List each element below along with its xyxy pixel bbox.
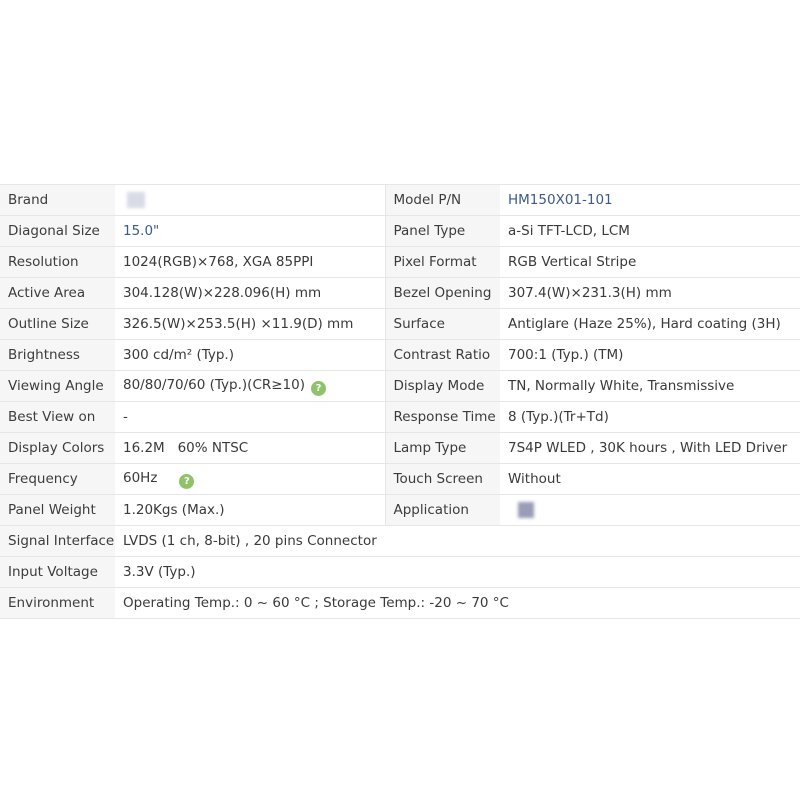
table-row <box>0 526 800 557</box>
spec-label: Pixel Format <box>385 247 500 278</box>
spec-label: Surface <box>385 309 500 340</box>
table-row <box>0 371 800 402</box>
spec-value: TN, Normally White, Transmissive <box>500 371 800 402</box>
spec-value: 1024(RGB)×768, XGA 85PPI <box>115 247 385 278</box>
spec-label: Panel Weight <box>0 495 115 526</box>
spec-label: Application <box>385 495 500 526</box>
spec-label: Lamp Type <box>385 433 500 464</box>
spec-label: Active Area <box>0 278 115 309</box>
spec-label: Display Colors <box>0 433 115 464</box>
spec-label: Touch Screen <box>385 464 500 495</box>
spec-value: LVDS (1 ch, 8-bit) , 20 pins Connector <box>115 526 800 557</box>
help-icon[interactable]: ? <box>311 381 326 396</box>
spec-label: Display Mode <box>385 371 500 402</box>
spec-label: Environment <box>0 588 115 619</box>
spec-value <box>500 495 800 526</box>
spec-label: Diagonal Size <box>0 216 115 247</box>
spec-value: 300 cd/m² (Typ.) <box>115 340 385 371</box>
spec-value: 326.5(W)×253.5(H) ×11.9(D) mm <box>115 309 385 340</box>
spec-label: Input Voltage <box>0 557 115 588</box>
table-row <box>0 402 800 433</box>
table-row <box>0 557 800 588</box>
spec-value: 60Hz ? <box>115 464 385 495</box>
spec-value: 3.3V (Typ.) <box>115 557 800 588</box>
spec-label: Viewing Angle <box>0 371 115 402</box>
diagonal-size-value: 15.0" <box>115 216 385 247</box>
table-row <box>0 278 800 309</box>
table-row <box>0 216 800 247</box>
spec-label: Frequency <box>0 464 115 495</box>
spec-label: Response Time <box>385 402 500 433</box>
spec-value: Operating Temp.: 0 ~ 60 °C ; Storage Temp.: -20 ~ 70 °C <box>115 588 800 619</box>
spec-table <box>0 184 800 619</box>
spec-label: Signal Interface <box>0 526 115 557</box>
table-row <box>0 185 800 216</box>
spec-label: Bezel Opening <box>385 278 500 309</box>
spec-value: 304.128(W)×228.096(H) mm <box>115 278 385 309</box>
spec-value <box>115 185 385 216</box>
spec-value: RGB Vertical Stripe <box>500 247 800 278</box>
spec-value: 8 (Typ.)(Tr+Td) <box>500 402 800 433</box>
spec-value: 80/80/70/60 (Typ.)(CR≥10) ? <box>115 371 385 402</box>
spec-label: Panel Type <box>385 216 500 247</box>
spec-value: Without <box>500 464 800 495</box>
table-row <box>0 340 800 371</box>
table-row <box>0 464 800 495</box>
table-row <box>0 588 800 619</box>
spec-label: Outline Size <box>0 309 115 340</box>
spec-label: Best View on <box>0 402 115 433</box>
redacted-application-image <box>518 502 534 518</box>
spec-value: a-Si TFT-LCD, LCM <box>500 216 800 247</box>
spec-value: 700:1 (Typ.) (TM) <box>500 340 800 371</box>
help-icon[interactable]: ? <box>179 474 194 489</box>
table-row <box>0 247 800 278</box>
spec-value: Antiglare (Haze 25%), Hard coating (3H) <box>500 309 800 340</box>
model-pn-value: HM150X01-101 <box>500 185 800 216</box>
spec-value: 1.20Kgs (Max.) <box>115 495 385 526</box>
spec-value: - <box>115 402 385 433</box>
table-row <box>0 433 800 464</box>
spec-label: Resolution <box>0 247 115 278</box>
spec-label: Contrast Ratio <box>385 340 500 371</box>
table-row <box>0 309 800 340</box>
spec-value: 7S4P WLED , 30K hours , With LED Driver <box>500 433 800 464</box>
spec-label: Brand <box>0 185 115 216</box>
spec-label: Model P/N <box>385 185 500 216</box>
spec-value: 16.2M 60% NTSC <box>115 433 385 464</box>
redacted-brand-image <box>127 192 145 208</box>
spec-value: 307.4(W)×231.3(H) mm <box>500 278 800 309</box>
table-row <box>0 495 800 526</box>
spec-label: Brightness <box>0 340 115 371</box>
